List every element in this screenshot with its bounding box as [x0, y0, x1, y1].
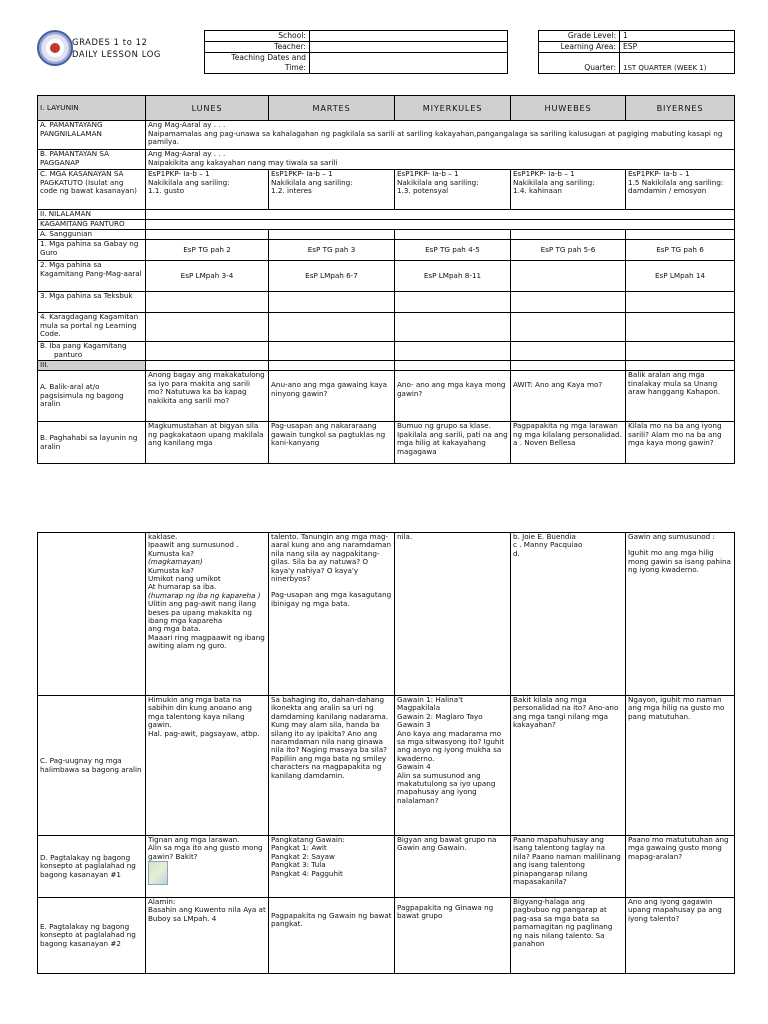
competency-item: 1.2. interes [271, 186, 312, 196]
row-label-paghahabi: B. Paghahabi sa layunin ng aralin [38, 422, 146, 464]
gabay-cell-biyernes: EsP TG pah 6 [626, 240, 735, 261]
cell-line: Tignan ang mga larawan. [148, 835, 240, 844]
competency-item: 1.3. potensyal [397, 186, 449, 196]
pamantayan-sa-pagganap-cell [146, 150, 735, 170]
cell-line: Gawain 2: Maglaro Tayo [397, 711, 483, 721]
kagamitan-cell-huwebes [511, 261, 626, 292]
deped-seal-logo [37, 30, 73, 66]
competency-text: Nakikilala ang sariling: [397, 177, 479, 187]
competency-text: Nakikilala ang sariling: [148, 177, 230, 187]
row-label-kasanayan: C. MGA KASANAYAN SA PAGKATUTO (Isulat ang code ng bawat kasanayan) [38, 170, 146, 210]
cont-line: Kumusta ka? [148, 548, 194, 558]
kasanayan-cell-biyernes [626, 170, 735, 210]
competency-text: Nakikilala ang sariling: [513, 177, 595, 187]
cont-cell-huwebes [511, 533, 626, 696]
pagganap-intro: Ang Mag-Aaral ay . . . [148, 149, 226, 158]
section-nilalaman: II. NILALAMAN [38, 210, 146, 220]
activity-picture-thumbnail [148, 861, 168, 885]
balik-aral-cell-martes: Anu-ano ang mga gawaing kaya ninyong gawin? [269, 371, 395, 422]
competency-text: Nakikilala ang sariling: [271, 177, 353, 187]
cell-line: Pagpapakita ng Ginawa ng bawat grupo [397, 903, 494, 921]
iba-label-line2: panturo [54, 349, 83, 359]
lesson-log-table-page2 [37, 532, 735, 974]
competency-item: 1.4. kahinaan [513, 186, 562, 196]
title-line-1: GRADES 1 to 12 [72, 37, 148, 47]
day-header-martes: MARTES [269, 96, 395, 121]
cell-line: Gawain 4 [397, 762, 431, 772]
cont-line: Umikot nang umikot [148, 574, 221, 584]
kagamitan-cell-martes: EsP LMpah 6-7 [269, 261, 395, 292]
row-label-pagtalakay-2: E. Pagtalakay ng bagong konsepto at paglalahad ng bagong kasanayan #2 [38, 898, 146, 974]
cell-line: Alin sa mga ito ang gusto mong gawin? Bakit? [148, 843, 263, 861]
continued-label-cell [38, 533, 146, 696]
pamantayang-intro: Ang Mag-Aaral ay . . . [148, 120, 226, 129]
teaching-dates-field[interactable] [310, 53, 508, 74]
day-header-huwebes: HUWEBES [511, 96, 626, 121]
grade-level-label: Grade Level: [539, 31, 620, 42]
cell-line: Bigyan ang bawat grupo na Gawin ang Gawain. [397, 835, 497, 853]
pagtalakay2-cell-huwebes [511, 898, 626, 974]
document-title [72, 36, 161, 60]
pagtalakay1-cell-biyernes [626, 836, 735, 898]
nilalaman-cell [146, 210, 735, 220]
section-layunin: I. LAYUNIN [38, 96, 146, 121]
balik-aral-cell-lunes: Anong bagay ang makakatulong sa iyo para makita ang sarili mo? Natutuwa ka ba kapag nakikita ang sarili mo? [146, 371, 269, 422]
section-kagamitang-panturo: KAGAMITANG PANTURO [38, 220, 146, 230]
cell-line: Ngayon, iguhit mo naman ang mga hilig na gusto mo pang matutuhan. [628, 695, 725, 721]
gabay-cell-huwebes: EsP TG pah 5-6 [511, 240, 626, 261]
cell-line: Bigyang-halaga ang pagbubuo ng pangarap at pag-asa sa mga bata sa pamamagitan ng paglinang ng nais nilang talento. Sa panahon [513, 897, 613, 949]
row-label-pagtalakay-1: D. Pagtalakay ng bagong konsepto at paglalahad ng bagong kasanayan #1 [38, 836, 146, 898]
cont-line: Kumusta ka? [148, 565, 194, 575]
pagganap-text: Naipakikita ang kakayahan nang may tiwala sa sarili [148, 157, 338, 167]
pag-uugnay-cell-huwebes [511, 696, 626, 836]
kagamitan-cell-biyernes: EsP LMpah 14 [626, 261, 735, 292]
cont-cell-martes [269, 533, 395, 696]
day-header-miyerkules: MIYERKULES [395, 96, 511, 121]
competency-item: damdamin / emosyon [628, 186, 707, 196]
cont-cell-biyernes [626, 533, 735, 696]
row-label-gabay-ng-guro: 1. Mga pahina sa Gabay ng Guro [38, 240, 146, 261]
cont-line: (magkamayan) [148, 557, 203, 567]
header-meta-table [204, 30, 735, 74]
pagtalakay1-cell-lunes [146, 836, 269, 898]
competency-code: EsP1PKP- Ia-b – 1 [628, 169, 690, 178]
kagamitang-panturo-cell [146, 220, 735, 230]
pag-uugnay-cell-lunes [146, 696, 269, 836]
quarter-field[interactable]: 1ST QUARTER (WEEK 1) [620, 53, 735, 74]
paghahabi-cell-martes: Pag-usapan ang nakararaang gawain tungkol sa pagtuklas ng kani-kanyang [269, 422, 395, 464]
balik-aral-cell-biyernes: Balik aralan ang mga tinalakay mula sa Unang araw hanggang Kahapon. [626, 371, 735, 422]
competency-item: 1.1. gusto [148, 186, 185, 196]
cont-line: Pag-usapan ang mga kasagutang ibinigay ng mga bata. [271, 590, 392, 608]
pagtalakay2-cell-biyernes [626, 898, 735, 974]
cont-line: kaklase. [148, 532, 178, 541]
cont-line: talento. Tanungin ang mga mag-aaral kung ano ang naramdaman nila nang sila ay nagpakitang-gilas. Sila ba ay natuwa? O kaya'y nahiya? O kaya'y ninerbyos? [271, 532, 392, 584]
quarter-label: Quarter: [539, 53, 620, 74]
pagtalakay2-cell-miyerkules [395, 898, 511, 974]
competency-text: 1.5 Nakikilala ang sariling: [628, 177, 724, 187]
cell-line: Alin sa sumusunod ang makatutulong sa iyo upang mapahusay ang iyong nalalaman? [397, 770, 496, 805]
cell-line: Paano mo matututuhan ang mga gawaing gusto mong mapag-aralan? [628, 835, 729, 861]
teacher-label: Teacher: [205, 42, 310, 53]
cont-cell-lunes [146, 533, 269, 696]
paghahabi-cell-biyernes: Kilala mo na ba ang iyong sarili? Alam mo na ba ang mga kaya mong gawin? [626, 422, 735, 464]
row-label-pamantayan-sa-pagganap: B. PAMANTAYAN SA PAGGANAP [38, 150, 146, 170]
day-header-biyernes: BIYERNES [626, 96, 735, 121]
teaching-dates-label [205, 53, 310, 74]
cell-line: Pangkat 2: Sayaw [271, 851, 335, 861]
cell-line: Pangkatang Gawain: [271, 835, 345, 844]
row-label-balik-aral: A. Balik-aral at/o pagsisimula ng bagong aralin [38, 371, 146, 422]
cell-line: Bakit kilala ang mga personalidad na ito? Ano-ano ang mga tangi nilang mga kakayahan? [513, 695, 619, 730]
cell-line: Basahin ang Kuwento nila Aya at Buboy sa LMpah. 4 [148, 905, 266, 923]
cell-line: Ano ang iyong gagawin upang mapahusay pa ang iyong talento? [628, 897, 722, 923]
pagtalakay1-cell-huwebes [511, 836, 626, 898]
competency-code: EsP1PKP- Ia-b – 1 [397, 169, 459, 178]
teacher-field[interactable] [310, 42, 508, 53]
school-label: School: [205, 31, 310, 42]
cell-line: Pangkat 3: Tula [271, 860, 326, 870]
cell-line: Sa bahaging ito, dahan-dahang ikonekta ang aralin sa uri ng damdaming kanilang nadarama. Kung may alam sila, handa ba silang ito ay ipakita? Ano ang naramdaman nila nang ginawa nila ito? Naging masaya ba sila? [271, 695, 389, 755]
paghahabi-cell-huwebes: Pagpapakita ng mga larawan ng mga kilalang personalidad. a . Noven Bellesa [511, 422, 626, 464]
kasanayan-cell-martes [269, 170, 395, 210]
pag-uugnay-cell-biyernes [626, 696, 735, 836]
cont-line: Ulitin ang pag-awit nang ilang beses pa upang makakita ng ibang mga kapareha [148, 599, 257, 626]
balik-aral-cell-miyerkules: Ano- ano ang mga kaya mong gawin? [395, 371, 511, 422]
cont-line: (humarap ng iba ng kapareha ) [148, 590, 261, 600]
cell-line: Paano mapahuhusay ang isang talentong taglay na nila? Paano naman malilinang ang isang talentong pinapangarap nilang mapasakanila? [513, 835, 621, 887]
competency-code: EsP1PKP- Ia-b – 1 [513, 169, 575, 178]
row-label-kagamitang-pang-mag-aaral: 2. Mga pahina sa Kagamitang Pang-Mag-aaral [38, 261, 146, 292]
row-label-iba-pang-kagamitan [38, 342, 146, 361]
kasanayan-cell-miyerkules [395, 170, 511, 210]
learning-area-field[interactable]: ESP [620, 42, 735, 53]
competency-code: EsP1PKP- Ia-b – 1 [148, 169, 210, 178]
row-label-pamantayang-pangnilalaman: A. PAMANTAYANG PANGNILALAMAN [38, 121, 146, 150]
row-label-teksbuk: 3. Mga pahina sa Teksbuk [38, 292, 146, 313]
pamantayang-text: Naipamamalas ang pag-unawa sa kahalagahan ng pagkilala sa sarili at sariling kakayahan,pangangalaga sa sariling kalusugan at pagiging mabuting kasapi ng pamilya. [148, 128, 723, 147]
paghahabi-cell-lunes: Magkumustahan at bigyan sila ng pagkakataon upang makilala ang kanilang mga [146, 422, 269, 464]
kasanayan-cell-huwebes [511, 170, 626, 210]
section-sanggunian: A. Sanggunian [38, 230, 146, 240]
cell-line: Papiliin ang mga bata ng smiley characters na magpapakita ng kanilang damdamin. [271, 753, 387, 780]
kagamitan-cell-lunes: EsP LMpah 3-4 [146, 261, 269, 292]
balik-aral-cell-huwebes: AWIT: Ano ang Kaya mo? [511, 371, 626, 422]
row-label-karagdagang-kagamitan: 4. Karagdagang Kagamitan mula sa portal ng Learning Code. [38, 313, 146, 342]
day-header-lunes: LUNES [146, 96, 269, 121]
teaching-dates-label-line2: Time: [284, 63, 306, 72]
cell-line: Gawain 1: Halina't Magpakilala [397, 695, 463, 713]
cell-line: Pagpapakita ng Gawain ng bawat pangkat. [271, 911, 392, 929]
gabay-cell-martes: EsP TG pah 3 [269, 240, 395, 261]
learning-area-label: Learning Area: [539, 42, 620, 53]
competency-code: EsP1PKP- Ia-b – 1 [271, 169, 333, 178]
paghahabi-cell-miyerkules: Bumuo ng grupo sa klase. Ipakilala ang sarili, pati na ang mga hilig at kakayahang magagawa [395, 422, 511, 464]
cont-line: Maaari ring magpaawit ng ibang awiting alam ng guro. [148, 632, 265, 651]
cont-line: Gawin ang sumusunod : [628, 532, 715, 541]
cont-line: c . Manny Pacquiao [513, 540, 583, 550]
pamantayang-pangnilalaman-cell [146, 121, 735, 150]
grade-level-field[interactable]: 1 [620, 31, 735, 42]
cell-line: Ano kaya ang madarama mo sa mga sitwasyong ito? Iguhit ang anyo ng iyong mukha sa kwaderno. [397, 728, 505, 763]
gabay-cell-lunes: EsP TG pah 2 [146, 240, 269, 261]
cont-line: nila. [397, 532, 413, 541]
cont-line: b. Joie E. Buendia [513, 532, 576, 541]
cont-cell-miyerkules [395, 533, 511, 696]
pag-uugnay-cell-miyerkules [395, 696, 511, 836]
title-line-2: DAILY LESSON LOG [72, 49, 161, 59]
kagamitan-cell-miyerkules: EsP LMpah 8-11 [395, 261, 511, 292]
cont-line: Ipaawit ang sumusunod . [148, 540, 239, 550]
cell-line: Gawain 3 [397, 720, 431, 730]
teaching-dates-label-line1: Teaching Dates and [231, 53, 306, 62]
pag-uugnay-cell-martes [269, 696, 395, 836]
iba-label-line1: B. Iba pang Kagamitang [40, 341, 127, 350]
kasanayan-cell-lunes [146, 170, 269, 210]
cell-line: Hal. pag-awit, pagsayaw, atbp. [148, 728, 260, 738]
pagtalakay1-cell-martes [269, 836, 395, 898]
pagtalakay2-cell-martes [269, 898, 395, 974]
school-field[interactable] [310, 31, 508, 42]
cont-line: ang mga bata. [148, 624, 201, 634]
row-label-pag-uugnay: C. Pag-uugnay ng mga halimbawa sa bagong aralin [38, 696, 146, 836]
pagtalakay2-cell-lunes [146, 898, 269, 974]
cell-line: Himukin ang mga bata na sabihin din kung anoano ang mga talentong kaya nilang gawin. [148, 695, 252, 730]
cell-line: Alamin: [148, 897, 176, 906]
cont-line: Iguhit mo ang mga hilig mong gawin sa isang pahina ng iyong kwaderno. [628, 548, 731, 575]
lesson-log-table-page1 [37, 95, 735, 464]
cont-line: At humarap sa iba. [148, 582, 217, 592]
cell-line: Pangkat 1: Awit [271, 843, 327, 853]
cell-line: Pangkat 4: Pagguhit [271, 868, 343, 878]
cont-line: d. [513, 548, 520, 558]
section-iii: III. [38, 361, 146, 371]
gabay-cell-miyerkules: EsP TG pah 4-5 [395, 240, 511, 261]
pagtalakay1-cell-miyerkules [395, 836, 511, 898]
